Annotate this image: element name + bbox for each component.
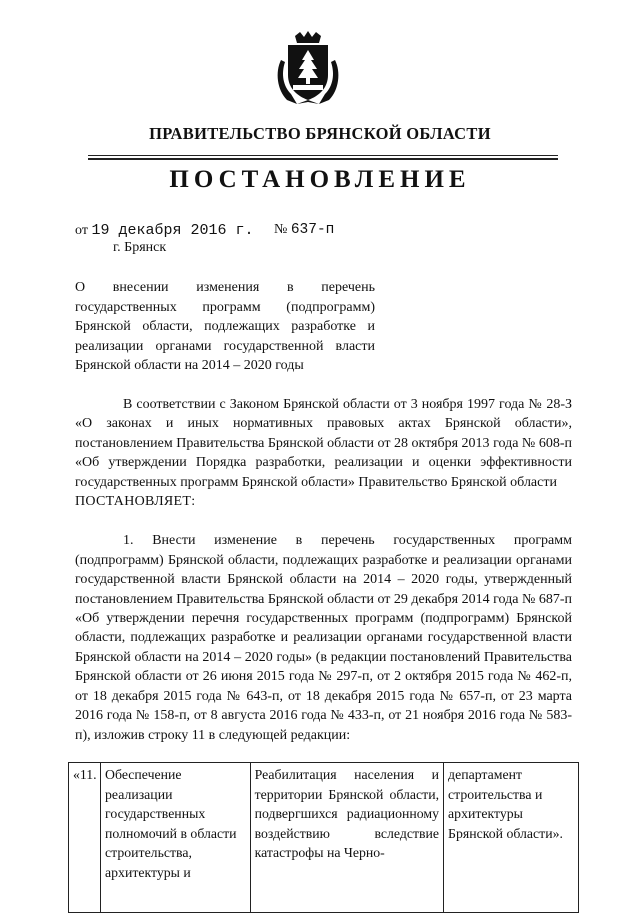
- document-city: г. Брянск: [113, 240, 167, 255]
- header-rule-thin: [88, 155, 558, 156]
- number-prefix: №: [274, 222, 288, 237]
- date-line: [75, 222, 253, 239]
- document-subject: О внесении изменения в перечень государственных программ (подпрограмм) Брянской области, подлежащих разработке и реализации органами государственной власти Брянской области на 2014 – 2020 годы: [75, 280, 375, 373]
- preamble-paragraph: В соответствии с Законом Брянской области от 3 ноября 1997 года № 28-З «О законах и иных нормативных правовых актах Брянской области», постановлением Правительства Брянской области от 28 октября 2013 года № 608-п «Об утверждении Порядка разработки, реализации и оценки эффективности государственных программ Брянской области» Правительство Брянской области: [75, 397, 572, 490]
- program-name-cell: Обеспечение реализации государственных полномочий в области строительства, архитектуры и: [101, 763, 251, 913]
- document-number: 637-п: [290, 222, 335, 238]
- coat-of-arms-icon: [273, 30, 343, 106]
- document-body: [75, 395, 572, 745]
- executor-cell: департамент строительства и архитектуры Брянской области».: [444, 763, 579, 913]
- government-name: ПРАВИТЕЛЬСТВО БРЯНСКОЙ ОБЛАСТИ: [149, 124, 491, 143]
- item-1-paragraph: 1. Внести изменение в перечень государственных программ (подпрограмм) Брянской области, подлежащих разработке и реализации органами государственной власти Брянской области на 2014 – 2020 годы, утвержденный постановлением Правительства Брянской области от 29 декабря 2014 года № 687-п «Об утверждении перечня государственных программ (подпрограмм) Брянской области, подлежащих разработке и реализации органами государственной власти Брянской области на 2014 – 2020 годы» (в редакции постановлений Правительства Брянской области от 26 июня 2015 года № 297-п, от 2 октября 2015 года № 462-п, от 18 декабря 2015 года № 643-п, от 18 декабря 2015 года № 657-п, от 23 марта 2016 года № 158-п, от 8 августа 2016 года № 433-п, от 21 ноября 2016 года № 583-п), изложив строку 11 в следующей редакции:: [75, 533, 572, 743]
- row-number-cell: «11.: [69, 763, 101, 913]
- date-prefix: от: [75, 223, 88, 238]
- decree-word: ПОСТАНОВЛЯЕТ:: [75, 494, 196, 510]
- program-table: [68, 762, 579, 913]
- header-rule-thick: [88, 158, 558, 160]
- document-type: ПОСТАНОВЛЕНИЕ: [169, 166, 471, 193]
- document-date: 19 декабря 2016 г.: [91, 222, 254, 239]
- number-line: [274, 222, 334, 238]
- program-goal-cell: Реабилитация населения и территории Брянской области, подвергшихся радиационному воздействию вследствие катастрофы на Черно-: [250, 763, 443, 913]
- table-row: [69, 763, 579, 913]
